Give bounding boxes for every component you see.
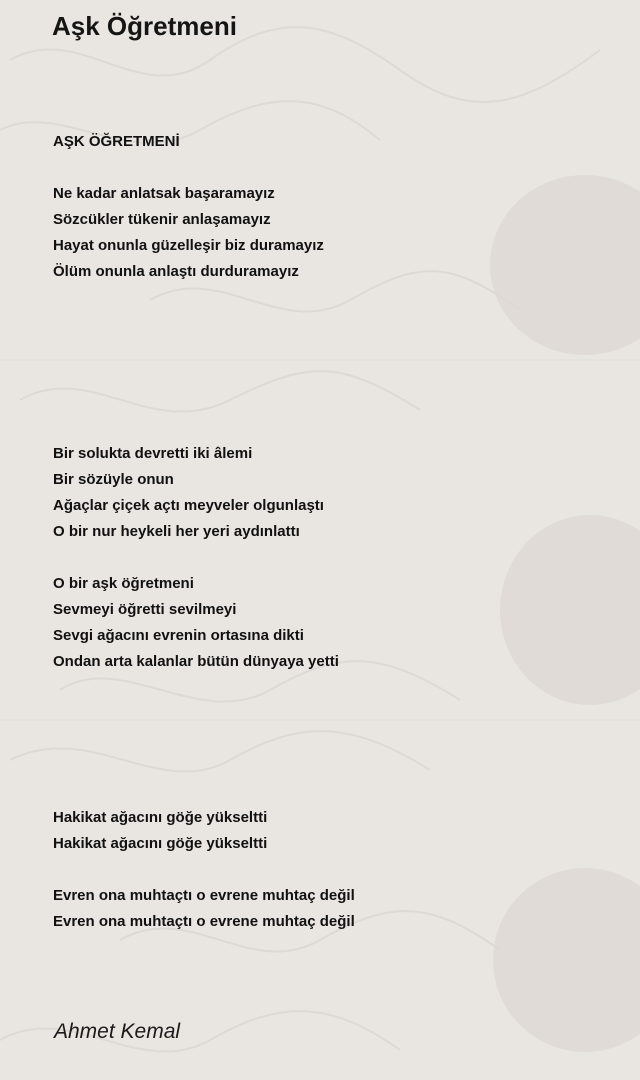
poem-body <box>53 129 613 935</box>
page-title: Aşk Öğretmeni <box>52 11 237 41</box>
poem-line: O bir nur heykeli her yeri aydınlattı <box>53 523 300 540</box>
poem-line: Sözcükler tükenir anlaşamayız <box>53 211 271 228</box>
poem-line: Ne kadar anlatsak başaramayız <box>53 185 275 202</box>
poem-line: Sevmeyi öğretti sevilmeyi <box>53 601 237 618</box>
poem-line: Bir sözüyle onun <box>53 471 174 488</box>
poem-line: Hakikat ağacını göğe yükseltti <box>53 809 268 826</box>
poem-line: Sevgi ağacını evrenin ortasına dikti <box>53 627 304 644</box>
poem-line: Hakikat ağacını göğe yükseltti <box>53 835 268 852</box>
poem-line: O bir aşk öğretmeni <box>53 575 194 592</box>
stanza-gap <box>53 155 613 181</box>
poem-line: Ölüm onunla anlaştı durduramayız <box>53 263 299 280</box>
poem-line: Ondan arta kalanlar bütün dünyaya yetti <box>53 653 339 670</box>
poem-line: Bir solukta devretti iki âlemi <box>53 445 253 462</box>
poem-line: Evren ona muhtaçtı o evrene muhtaç değil <box>53 887 355 904</box>
poem-line: Ağaçlar çiçek açtı meyveler olgunlaştı <box>53 497 324 514</box>
poem-heading: AŞK ÖĞRETMENİ <box>53 133 180 150</box>
poem-line: Hayat onunla güzelleşir biz duramayız <box>53 237 324 254</box>
author-name: Ahmet Kemal <box>54 1020 181 1043</box>
poem-line: Evren ona muhtaçtı o evrene muhtaç değil <box>53 913 355 930</box>
